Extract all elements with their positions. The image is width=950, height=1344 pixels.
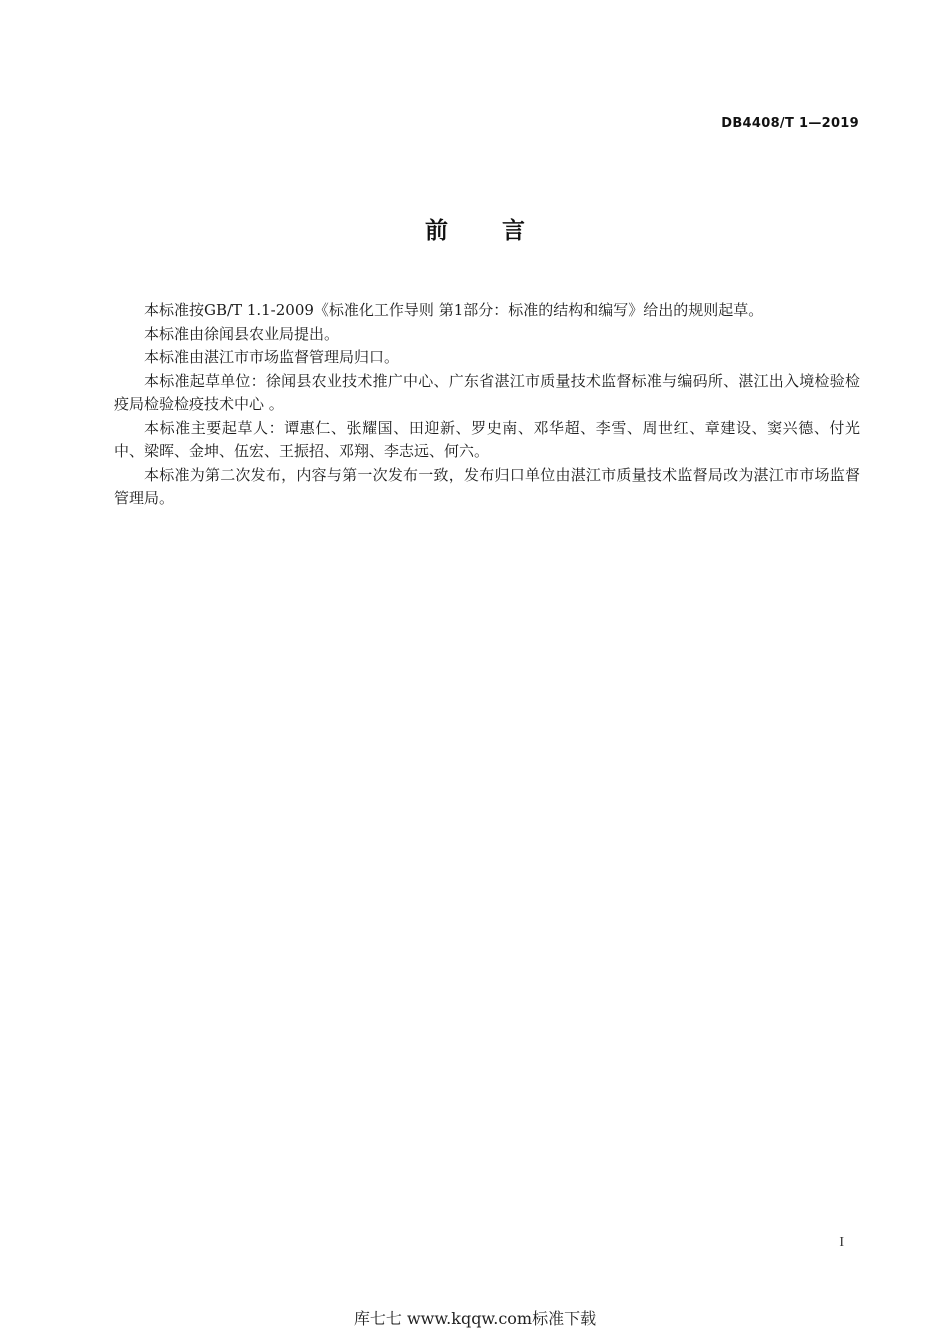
standard-code: DB4408/T 1—2019 [721, 116, 859, 131]
paragraph-drafting-units: 本标准起草单位：徐闻县农业技术推广中心、广东省湛江市质量技术监督标准与编码所、湛江出入境检验检疫局检验检疫技术中心 。 [114, 371, 860, 413]
paragraph-drafters: 本标准主要起草人：谭惠仁、张耀国、田迎新、罗史南、邓华超、李雪、周世红、章建设、窦兴德、付光中、梁晖、金坤、伍宏、王振招、邓翔、李志远、何六。 [114, 418, 860, 460]
paragraph-responsible-unit: 本标准由湛江市市场监督管理局归口。 [144, 348, 400, 366]
paragraph-release-note: 本标准为第二次发布，内容与第一次发布一致，发布归口单位由湛江市质量技术监督局改为湛江市市场监督管理局。 [114, 465, 860, 507]
paragraph-proposer: 本标准由徐闻县农业局提出。 [144, 324, 340, 343]
footer-watermark-link[interactable]: 库七七 www.kqqw.com标准下载 [353, 1309, 597, 1328]
page-number: I [839, 1235, 844, 1250]
page-title: 前言 [425, 218, 579, 244]
foreword-body [114, 299, 860, 511]
paragraph-drafting-rules: 本标准按GB/T 1.1-2009《标准化工作导则 第1部分：标准的结构和编写》给出的规则起草。 [144, 301, 764, 319]
